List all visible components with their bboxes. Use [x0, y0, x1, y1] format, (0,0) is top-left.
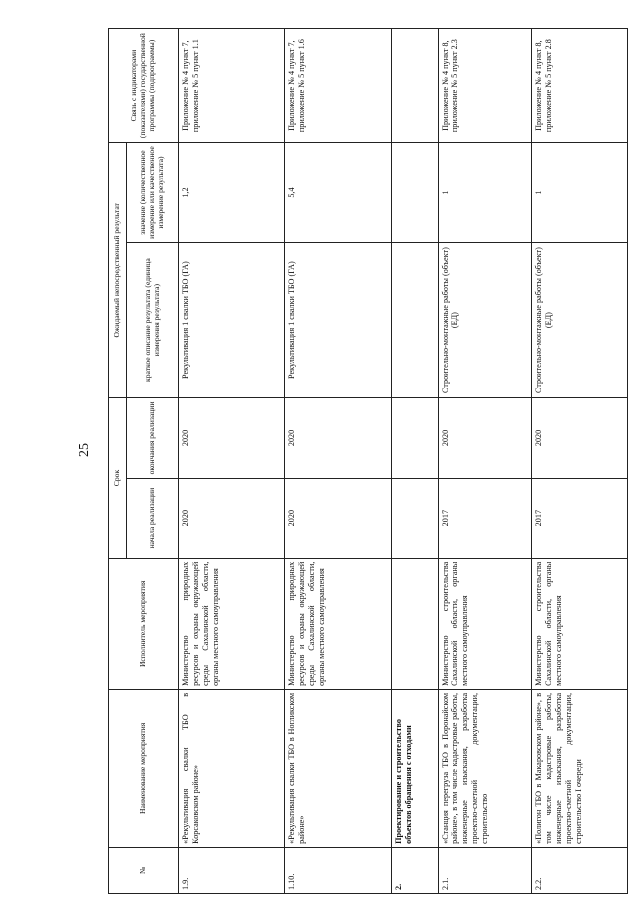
- row-num: 1.10.: [285, 847, 391, 893]
- row-num: 2.2.: [532, 847, 628, 893]
- row-end: 2020: [179, 398, 285, 478]
- section-title: Проектирование и строительство объектов обращения с отходами: [391, 689, 438, 847]
- row-link: Приложение № 4 пункт 7, приложение № 5 пункт 1.6: [285, 29, 391, 143]
- row-desc: Строительно-монтажные работы (объект) (ЕД): [438, 242, 532, 398]
- header-executor: Исполнитель мероприятия: [109, 558, 179, 689]
- row-start: 2017: [532, 478, 628, 558]
- row-executor: Министерство природных ресурсов и охраны окружающей среды Сахалинской области, органы местного самоуправления: [285, 558, 391, 689]
- header-expected-value: значение (количественное измерение или качественное измерение результата): [127, 143, 179, 243]
- empty-cell: [391, 558, 438, 689]
- empty-cell: [391, 29, 438, 143]
- row-name: «Станция перегруза ТБО в Поронайском районе», в том числе кадастровые работы, инженерные изыскания, разработка проектно-сметной документации, строительство: [438, 689, 532, 847]
- table-row: [532, 29, 628, 894]
- row-link: Приложение № 4 пункт 8, приложение № 5 пункт 2.8: [532, 29, 628, 143]
- table-row: [438, 29, 532, 894]
- empty-cell: [391, 143, 438, 243]
- empty-cell: [391, 242, 438, 398]
- section-num: 2.: [391, 847, 438, 893]
- header-term-start: начала реализации: [127, 478, 179, 558]
- row-end: 2020: [532, 398, 628, 478]
- row-num: 2.1.: [438, 847, 532, 893]
- row-executor: Министерство природных ресурсов и охраны окружающей среды Сахалинской области, органы местного самоуправления: [179, 558, 285, 689]
- header-expected-desc: краткое описание результата (единица измерения результата): [127, 242, 179, 398]
- row-desc: Рекультивация 1 свалки ТБО (ГА): [285, 242, 391, 398]
- row-executor: Министерство строительства Сахалинской области, органы местного самоуправления: [532, 558, 628, 689]
- row-value: 5,4: [285, 143, 391, 243]
- table-row: [285, 29, 391, 894]
- header-term: Срок: [109, 398, 127, 558]
- row-desc: Рекультивация 1 свалки ТБО (ГА): [179, 242, 285, 398]
- page-number: 25: [77, 443, 92, 457]
- measures-table: [108, 28, 628, 894]
- row-start: 2020: [179, 478, 285, 558]
- table-row: [179, 29, 285, 894]
- empty-cell: [391, 478, 438, 558]
- row-start: 2020: [285, 478, 391, 558]
- row-start: 2017: [438, 478, 532, 558]
- section-row: [391, 29, 438, 894]
- row-num: 1.9.: [179, 847, 285, 893]
- row-value: 1: [438, 143, 532, 243]
- header-link: Связь с индикаторами (показателями) государственной программы (подпрограммы): [109, 29, 179, 143]
- header-expected: Ожидаемый непосредственный результат: [109, 143, 127, 398]
- row-end: 2020: [285, 398, 391, 478]
- row-value: 1: [532, 143, 628, 243]
- row-desc: Строительно-монтажные работы (объект) (ЕД): [532, 242, 628, 398]
- row-executor: Министерство строительства Сахалинской области, органы местного самоуправления: [438, 558, 532, 689]
- row-name: «Рекультивация свалки ТБО в Ногликском районе»: [285, 689, 391, 847]
- row-name: «Рекультивация свалки ТБО в Корсаковском районе»: [179, 689, 285, 847]
- header-name: Наименование мероприятия: [109, 689, 179, 847]
- row-link: Приложение № 4 пункт 8, приложение № 5 пункт 2.3: [438, 29, 532, 143]
- header-num: №: [109, 847, 179, 893]
- row-value: 1,2: [179, 143, 285, 243]
- measures-table-wrapper: [108, 28, 628, 894]
- header-term-end: окончания реализации: [127, 398, 179, 478]
- row-name: «Полигон ТБО в Макаровском районе», в том числе кадастровые работы, инженерные изыскания, разработка проектно-сметной документации, строительство I очереди: [532, 689, 628, 847]
- empty-cell: [391, 398, 438, 478]
- row-end: 2020: [438, 398, 532, 478]
- row-link: Приложение № 4 пункт 7, приложение № 5 пункт 1.1: [179, 29, 285, 143]
